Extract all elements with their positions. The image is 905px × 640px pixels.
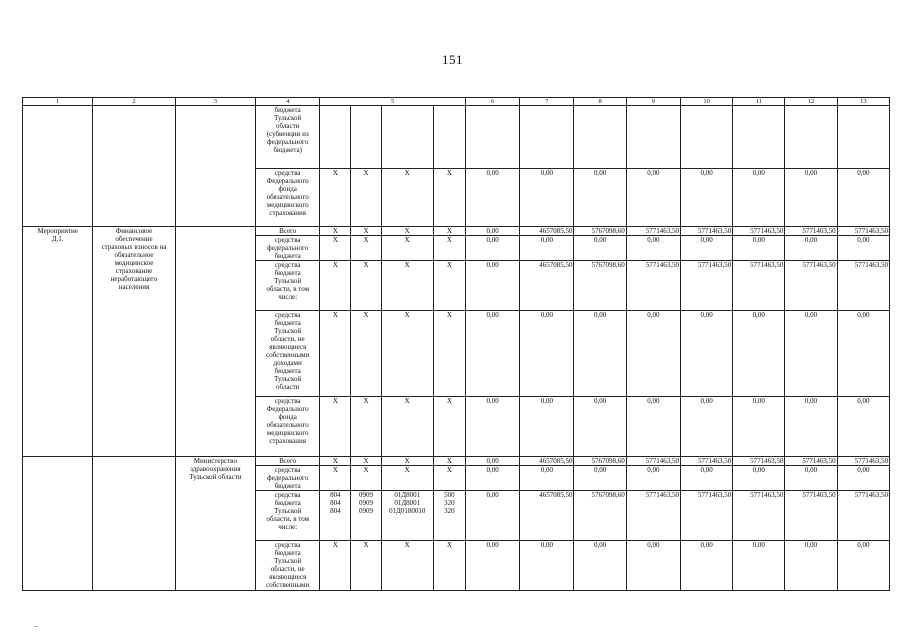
code-x: X <box>433 397 465 457</box>
code-x: X <box>351 227 381 236</box>
code-x: X <box>381 457 433 466</box>
value-cell: 5771463,50 <box>733 261 785 311</box>
value-cell: 0,00 <box>837 541 889 591</box>
value-cell: 0,00 <box>574 169 626 227</box>
value-cell: 0,00 <box>837 311 889 397</box>
value-cell: 5767098,60 <box>574 227 626 236</box>
budget-table <box>22 97 890 591</box>
value-cell: 0,00 <box>785 541 837 591</box>
value-cell: 4657085,50 <box>520 261 574 311</box>
table-row <box>23 457 890 466</box>
value-cell: 0,00 <box>785 397 837 457</box>
value-cell: 5771463,50 <box>733 227 785 236</box>
value-cell: 0,00 <box>520 466 574 491</box>
value-cell: 0,00 <box>733 311 785 397</box>
value-cell: 0,00 <box>837 397 889 457</box>
col-header: 12 <box>785 98 837 106</box>
value-cell: 5771463,50 <box>680 491 732 541</box>
code-vr: 500 320 320 <box>433 491 465 541</box>
funding-source: средства бюджета Тульской области, не являющиеся собственными доходами бюджета Тульской области <box>256 311 320 397</box>
value-cell: 0,00 <box>465 261 519 311</box>
value-cell: 5771463,50 <box>626 491 680 541</box>
value-cell: 0,00 <box>465 541 519 591</box>
code-x: X <box>351 457 381 466</box>
code-rzpr: 0909 0909 0909 <box>351 491 381 541</box>
funding-source: средства бюджета Тульской области, не являющиеся собственными <box>256 541 320 591</box>
col-header: 3 <box>175 98 255 106</box>
measure-name: Финансовое обеспечение страховых взносов на обязательное медицинское страхование неработающего населения <box>93 227 175 457</box>
value-cell: 5771463,50 <box>837 457 889 466</box>
code-grbs: 804 804 804 <box>320 491 351 541</box>
code-x: X <box>320 236 351 261</box>
code-x: X <box>320 466 351 491</box>
value-cell: 0,00 <box>785 466 837 491</box>
value-cell: 5771463,50 <box>626 457 680 466</box>
code-x: X <box>351 541 381 591</box>
value-cell: 0,00 <box>837 236 889 261</box>
code-x: X <box>433 541 465 591</box>
value-cell: 5771463,50 <box>837 491 889 541</box>
col-header: 6 <box>465 98 519 106</box>
value-cell: 0,00 <box>465 311 519 397</box>
code-x: X <box>351 236 381 261</box>
funding-source: средства бюджета Тульской области, в том числе: <box>256 261 320 311</box>
value-cell: 0,00 <box>785 311 837 397</box>
scan-mark <box>34 626 38 627</box>
value-cell: 0,00 <box>626 466 680 491</box>
value-cell: 0,00 <box>465 236 519 261</box>
value-cell: 0,00 <box>520 541 574 591</box>
value-cell: 0,00 <box>626 236 680 261</box>
value-cell: 0,00 <box>465 397 519 457</box>
col-header: 9 <box>626 98 680 106</box>
code-x: X <box>381 227 433 236</box>
code-x: X <box>381 261 433 311</box>
code-x: X <box>433 261 465 311</box>
col-header: 2 <box>93 98 175 106</box>
code-x: X <box>320 227 351 236</box>
code-x: X <box>351 397 381 457</box>
funding-source: бюджета Тульской области (субвенции из федерального бюджета) <box>256 106 320 169</box>
value-cell: 0,00 <box>465 169 519 227</box>
value-cell: 0,00 <box>626 169 680 227</box>
page-number: 151 <box>442 52 463 67</box>
code-x: X <box>433 236 465 261</box>
col-header: 11 <box>733 98 785 106</box>
col-header: 1 <box>23 98 93 106</box>
value-cell: 5771463,50 <box>785 227 837 236</box>
value-cell: 0,00 <box>626 397 680 457</box>
value-cell: 0,00 <box>733 236 785 261</box>
funding-source: средства Федерального фонда обязательного медицинского страхования <box>256 169 320 227</box>
table-row <box>23 227 890 236</box>
value-cell: 0,00 <box>837 466 889 491</box>
value-cell: 0,00 <box>574 236 626 261</box>
code-x: X <box>320 169 351 227</box>
value-cell: 5771463,50 <box>680 261 732 311</box>
code-x: X <box>320 397 351 457</box>
value-cell: 5771463,50 <box>680 227 732 236</box>
value-cell: 4657085,50 <box>520 491 574 541</box>
code-x: X <box>320 457 351 466</box>
col-header: 13 <box>837 98 889 106</box>
table-row <box>23 106 890 169</box>
code-x: X <box>351 261 381 311</box>
value-cell: 5771463,50 <box>785 261 837 311</box>
col-header: 8 <box>574 98 626 106</box>
value-cell: 0,00 <box>465 491 519 541</box>
executor: Министерство здравоохранения Тульской области <box>175 457 255 591</box>
value-cell: 0,00 <box>574 541 626 591</box>
value-cell: 5767098,60 <box>574 457 626 466</box>
value-cell: 0,00 <box>626 541 680 591</box>
code-x: X <box>351 311 381 397</box>
code-csr: 01Д8001 01Д8001 01Д0180010 <box>381 491 433 541</box>
code-x: X <box>320 261 351 311</box>
code-x: X <box>381 236 433 261</box>
value-cell: 4657085,50 <box>520 457 574 466</box>
value-cell: 0,00 <box>574 311 626 397</box>
value-cell: 5767098,60 <box>574 491 626 541</box>
value-cell: 0,00 <box>785 236 837 261</box>
value-cell: 5771463,50 <box>626 227 680 236</box>
code-x: X <box>433 169 465 227</box>
code-x: X <box>381 466 433 491</box>
col-header: 5 <box>320 98 466 106</box>
value-cell: 5771463,50 <box>785 457 837 466</box>
value-cell: 0,00 <box>785 169 837 227</box>
value-cell: 5771463,50 <box>733 491 785 541</box>
value-cell: 0,00 <box>465 466 519 491</box>
value-cell: 0,00 <box>837 169 889 227</box>
code-x: X <box>381 311 433 397</box>
measure-id: Мероприятие Д.1. <box>23 227 93 457</box>
value-cell: 5771463,50 <box>626 261 680 311</box>
value-cell: 0,00 <box>520 236 574 261</box>
code-x: X <box>351 169 381 227</box>
code-x: X <box>320 541 351 591</box>
value-cell: 5771463,50 <box>785 491 837 541</box>
col-header: 4 <box>256 98 320 106</box>
value-cell: 0,00 <box>520 169 574 227</box>
value-cell: 0,00 <box>733 541 785 591</box>
value-cell: 0,00 <box>574 397 626 457</box>
value-cell: 5771463,50 <box>837 227 889 236</box>
funding-source: средства Федерального фонда обязательного медицинского страхования <box>256 397 320 457</box>
value-cell: 0,00 <box>680 541 732 591</box>
col-header: 7 <box>520 98 574 106</box>
value-cell: 0,00 <box>574 466 626 491</box>
value-cell: 0,00 <box>465 457 519 466</box>
funding-source: Всего <box>256 227 320 236</box>
value-cell: 4657085,50 <box>520 227 574 236</box>
col-header: 10 <box>680 98 732 106</box>
code-x: X <box>320 311 351 397</box>
funding-source: средства бюджета Тульской области, в том числе: <box>256 491 320 541</box>
code-x: X <box>433 311 465 397</box>
value-cell: 0,00 <box>733 466 785 491</box>
value-cell: 0,00 <box>680 311 732 397</box>
value-cell: 5767098,60 <box>574 261 626 311</box>
code-x: X <box>433 227 465 236</box>
value-cell: 0,00 <box>520 397 574 457</box>
code-x: X <box>381 397 433 457</box>
code-x: X <box>381 541 433 591</box>
value-cell: 5771463,50 <box>733 457 785 466</box>
value-cell: 5771463,50 <box>680 457 732 466</box>
value-cell: 0,00 <box>626 311 680 397</box>
code-x: X <box>381 169 433 227</box>
value-cell: 5771463,50 <box>837 261 889 311</box>
header-row <box>23 98 890 106</box>
value-cell: 0,00 <box>680 236 732 261</box>
value-cell: 0,00 <box>680 397 732 457</box>
value-cell: 0,00 <box>680 466 732 491</box>
value-cell: 0,00 <box>733 397 785 457</box>
code-x: X <box>433 457 465 466</box>
funding-source: Всего <box>256 457 320 466</box>
value-cell: 0,00 <box>680 169 732 227</box>
funding-source: средства федерального бюджета <box>256 236 320 261</box>
value-cell: 0,00 <box>520 311 574 397</box>
code-x: X <box>433 466 465 491</box>
funding-source: средства федерального бюджета <box>256 466 320 491</box>
value-cell: 0,00 <box>733 169 785 227</box>
code-x: X <box>351 466 381 491</box>
value-cell: 0,00 <box>465 227 519 236</box>
